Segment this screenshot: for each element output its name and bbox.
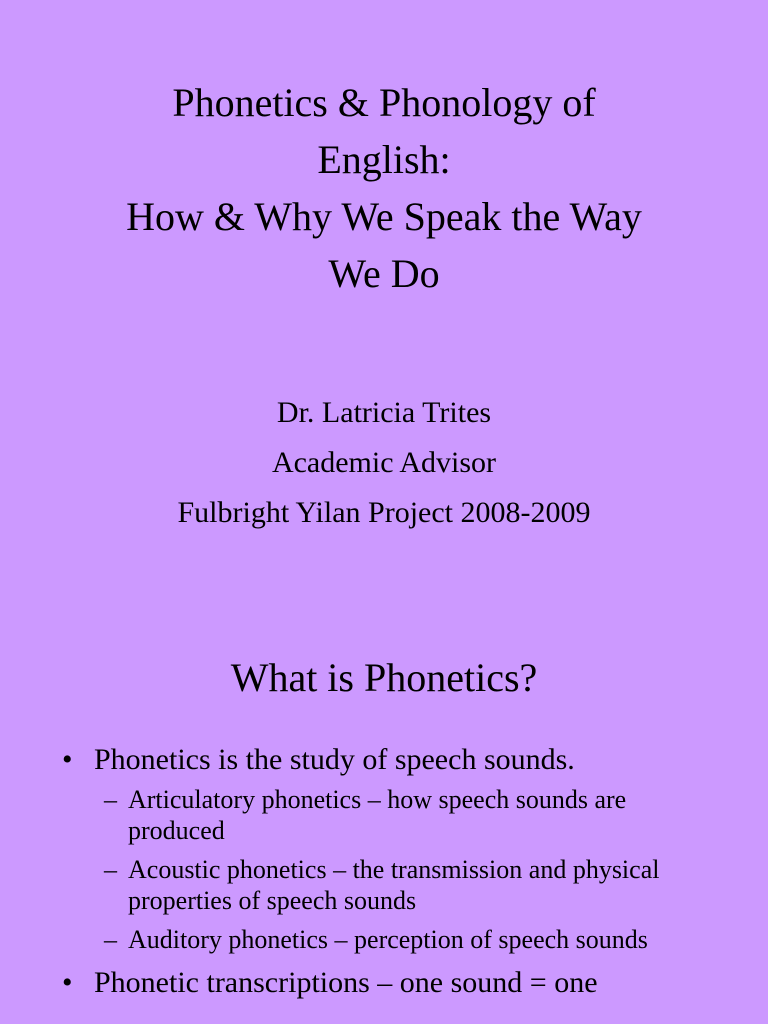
bullet-text: Phonetic transcriptions – one sound = one bbox=[94, 966, 598, 999]
author-role: Academic Advisor bbox=[271, 446, 497, 479]
bullet-marker: • bbox=[62, 743, 73, 776]
sub-bullet-item bbox=[104, 924, 708, 955]
title-line: English: bbox=[317, 137, 451, 182]
bullet-list bbox=[0, 740, 768, 1003]
sub-bullet-marker: – bbox=[104, 785, 117, 814]
sub-bullet-item bbox=[104, 784, 708, 846]
sub-bullet-marker: – bbox=[104, 925, 117, 954]
sub-bullet-list bbox=[94, 784, 768, 955]
bullet-item bbox=[0, 740, 768, 955]
title-line: We Do bbox=[328, 251, 440, 296]
bullet-item bbox=[0, 963, 768, 1003]
title-line: How & Why We Speak the Way bbox=[126, 194, 642, 239]
sub-bullet-marker: – bbox=[104, 855, 117, 884]
title-line: Phonetics & Phonology of bbox=[172, 80, 596, 125]
sub-bullet-item bbox=[104, 854, 708, 916]
project-name: Fulbright Yilan Project 2008-2009 bbox=[177, 496, 591, 529]
sub-bullet-text: Acoustic phonetics – the transmission and physical properties of speech sounds bbox=[128, 855, 660, 915]
sub-bullet-text: Articulatory phonetics – how speech sounds are produced bbox=[128, 785, 627, 845]
bullet-marker: • bbox=[62, 966, 73, 999]
bullet-text: Phonetics is the study of speech sounds. bbox=[94, 743, 575, 776]
slide-heading: What is Phonetics? bbox=[230, 655, 538, 700]
content-slide bbox=[0, 640, 768, 1024]
presentation-title bbox=[40, 74, 728, 302]
author-name: Dr. Latricia Trites bbox=[276, 396, 492, 429]
sub-bullet-text: Auditory phonetics – perception of speech sounds bbox=[128, 925, 648, 954]
presenter-info bbox=[40, 388, 728, 538]
